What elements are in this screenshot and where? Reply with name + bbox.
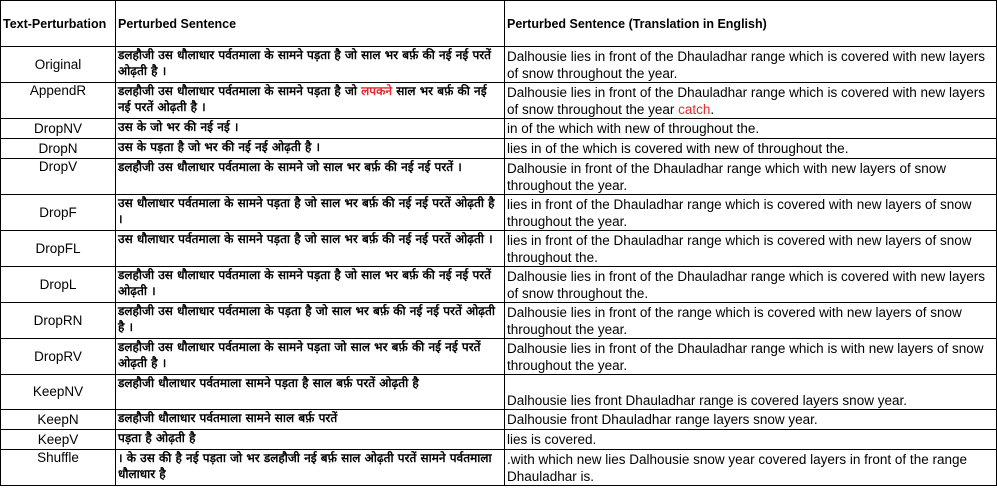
- english-translation: lies is covered.: [505, 430, 997, 450]
- table-row: [1, 119, 997, 139]
- hindi-sentence: डलहौजी उस धौलाधार पर्वतमाला के सामने जो साल भर बर्फ़ की नई नई परतें ।: [116, 159, 505, 195]
- table-row: [1, 139, 997, 159]
- english-translation: Dalhousie in front of the Dhauladhar range which with new layers of snow throughout the year.: [505, 159, 997, 195]
- hindi-sentence: डलहौजी उस धौलाधार पर्वतमाला के सामने पड़ता जो साल भर बर्फ़ की नई नई परतें ओढ़ती है ।: [116, 339, 505, 375]
- hindi-sentence: डलहौजी उस धौलाधार पर्वतमाला के पड़ता है जो साल भर बर्फ़ की नई नई परतें ओढ़ती है ।: [116, 303, 505, 339]
- hindi-sentence: डलहौजी धौलाधार पर्वतमाला सामने पड़ता है साल बर्फ़ परतें ओढ़ती है: [116, 375, 505, 410]
- english-appended-word: catch: [678, 102, 711, 117]
- header-text-perturbation: Text-Perturbation: [1, 1, 116, 47]
- row-label: Shuffle: [1, 450, 116, 486]
- row-label: DropNV: [1, 119, 116, 139]
- hindi-sentence: डलहौजी धौलाधार पर्वतमाला सामने साल बर्फ़ परतें: [116, 410, 505, 430]
- hindi-sentence: । के उस की है नई पड़ता जो भर डलहौजी नई बर्फ़ साल ओढ़ती परतें सामने पर्वतमाला धौलाधार है: [116, 450, 505, 486]
- hindi-sentence: डलहौजी उस धौलाधार पर्वतमाला के सामने पड़ता है जो साल भर बर्फ़ की नई नई परतें ओढ़ती ।: [116, 267, 505, 303]
- row-label: Original: [1, 47, 116, 83]
- hindi-sentence: उस के जो भर की नई नई ।: [116, 119, 505, 139]
- header-translation: Perturbed Sentence (Translation in English): [505, 1, 997, 47]
- header-row: [1, 1, 997, 47]
- row-label: DropRV: [1, 339, 116, 375]
- english-translation: Dalhousie lies in front of the Dhauladhar range which is covered with new layers of snow throughout the year.: [505, 47, 997, 83]
- english-text: Dalhousie lies in front of the Dhauladhar range which is covered with new layers of snow throughout the year: [507, 85, 986, 117]
- row-label: DropN: [1, 139, 116, 159]
- table-row: [1, 195, 997, 231]
- header-perturbed-sentence: Perturbed Sentence: [116, 1, 505, 47]
- english-text-tail: .: [710, 102, 715, 117]
- row-label: DropFL: [1, 231, 116, 267]
- english-translation: Dalhousie lies in front of the range which is covered with new layers of snow throughout the year.: [505, 303, 997, 339]
- table-row: [1, 159, 997, 195]
- table-row: [1, 450, 997, 486]
- hindi-sentence: उस धौलाधार पर्वतमाला के सामने पड़ता है जो साल भर बर्फ़ की नई नई परतें ओढ़ती है ।: [116, 195, 505, 231]
- row-label: DropL: [1, 267, 116, 303]
- row-label: KeepNV: [1, 375, 116, 410]
- hindi-sentence: पड़ता है ओढ़ती है: [116, 430, 505, 450]
- table-row: [1, 375, 997, 410]
- english-translation: in of the which with new of throughout the.: [505, 119, 997, 139]
- table-row: [1, 267, 997, 303]
- row-label: KeepV: [1, 430, 116, 450]
- hindi-sentence: उस धौलाधार पर्वतमाला के सामने पड़ता है जो साल भर बर्फ़ की नई नई परतें ओढ़ती ।: [116, 231, 505, 267]
- english-translation: Dalhousie lies front Dhauladhar range is covered layers snow year.: [505, 375, 997, 410]
- english-translation: lies in front of the Dhauladhar range which is covered with new layers of snow throughout the year.: [505, 195, 997, 231]
- row-label: AppendR: [1, 83, 116, 119]
- row-label: KeepN: [1, 410, 116, 430]
- table-row: [1, 430, 997, 450]
- hindi-sentence: डलहौजी उस धौलाधार पर्वतमाला के सामने पड़ता है जो साल भर बर्फ़ की नई नई परतें ओढ़ती है ।: [116, 47, 505, 83]
- table-row: [1, 410, 997, 430]
- english-translation: Dalhousie front Dhauladhar range layers snow year.: [505, 410, 997, 430]
- english-translation: Dalhousie lies in front of the Dhauladhar range which is with new layers of snow throughout the year.: [505, 339, 997, 375]
- english-translation: Dalhousie lies in front of the Dhauladhar range which is covered with new layers of snow throughout the.: [505, 267, 997, 303]
- english-translation: [505, 83, 997, 119]
- english-translation: lies in of the which is covered with new of throughout the.: [505, 139, 997, 159]
- hindi-appended-word: लपकने: [361, 84, 393, 98]
- hindi-sentence: उस के पड़ता है जो भर की नई नई ओढ़ती है ।: [116, 139, 505, 159]
- table-row: [1, 83, 997, 119]
- table-row: [1, 303, 997, 339]
- table-row: [1, 339, 997, 375]
- row-label: DropRN: [1, 303, 116, 339]
- table-row: [1, 231, 997, 267]
- hindi-text: डलहौजी उस धौलाधार पर्वतमाला के सामने पड़ता है जो: [118, 84, 362, 98]
- table-header: [1, 1, 997, 47]
- hindi-sentence: [116, 83, 505, 119]
- english-translation: .with which new lies Dalhousie snow year covered layers in front of the range Dhauladhar is.: [505, 450, 997, 486]
- row-label: DropV: [1, 159, 116, 195]
- row-label: DropF: [1, 195, 116, 231]
- hindi-text-tail: साल भर बर्फ़ की नई नई परतें ओढ़ती है ।: [118, 84, 487, 114]
- english-translation: lies in front of the Dhauladhar range which is covered with new layers of snow throughout the.: [505, 231, 997, 267]
- table-row: [1, 47, 997, 83]
